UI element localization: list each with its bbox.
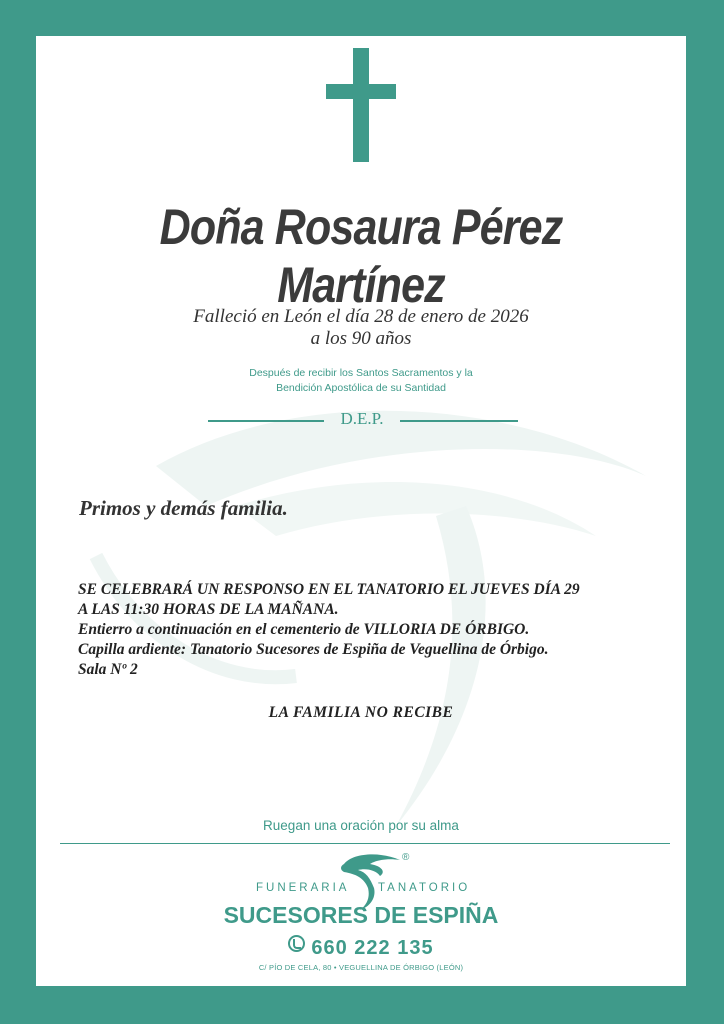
sacraments-note bbox=[36, 366, 686, 396]
phone-row bbox=[36, 935, 686, 960]
deceased-name: Doña Rosaura Pérez Martínez bbox=[159, 199, 563, 313]
ceremony-line: A LAS 11:30 HORAS DE LA MAÑANA. bbox=[78, 601, 339, 618]
obituary-sheet bbox=[36, 36, 686, 986]
phone-number: 660 222 135 bbox=[311, 937, 434, 959]
prayer-request: Ruegan una oración por su alma bbox=[263, 818, 459, 833]
tanatorio-label: TANATORIO bbox=[378, 882, 471, 894]
death-details bbox=[36, 306, 686, 350]
dep-label: D.E.P. bbox=[340, 409, 384, 428]
family-line: Primos y demás familia. bbox=[79, 496, 288, 520]
cross-icon bbox=[326, 48, 396, 162]
ceremony-details bbox=[78, 580, 678, 680]
dep-divider bbox=[208, 409, 520, 431]
ceremony-line: SE CELEBRARÁ UN RESPONSO EN EL TANATORIO EL JUEVES DÍA 29 bbox=[78, 581, 580, 598]
age-line: a los 90 años bbox=[310, 328, 412, 349]
funeraria-label: FUNERARIA bbox=[256, 882, 350, 894]
no-receive-note: LA FAMILIA NO RECIBE bbox=[268, 704, 454, 721]
divider-line-right bbox=[400, 420, 518, 422]
death-date-line: Falleció en León el día 28 de enero de 2026 bbox=[193, 306, 529, 327]
sacraments-line-2: Bendición Apostólica de su Santidad bbox=[276, 382, 446, 394]
ceremony-line: Sala Nº 2 bbox=[78, 661, 138, 678]
registered-mark: ® bbox=[402, 852, 410, 863]
phone-icon bbox=[288, 935, 305, 952]
ceremony-line: Capilla ardiente: Tanatorio Sucesores de Espiña de Veguellina de Órbigo. bbox=[78, 641, 549, 658]
company-name: SUCESORES DE ESPIÑA bbox=[223, 902, 499, 928]
ceremony-line: Entierro a continuación en el cementerio de VILLORIA DE ÓRBIGO. bbox=[78, 621, 530, 638]
divider-line-left bbox=[208, 420, 324, 422]
sacraments-line-1: Después de recibir los Santos Sacramentos y la bbox=[249, 367, 473, 379]
footer-divider bbox=[60, 843, 670, 844]
company-address: C/ PÍO DE CELA, 80 • VEGUELLINA DE ÓRBIGO (LEÓN) bbox=[258, 963, 464, 972]
